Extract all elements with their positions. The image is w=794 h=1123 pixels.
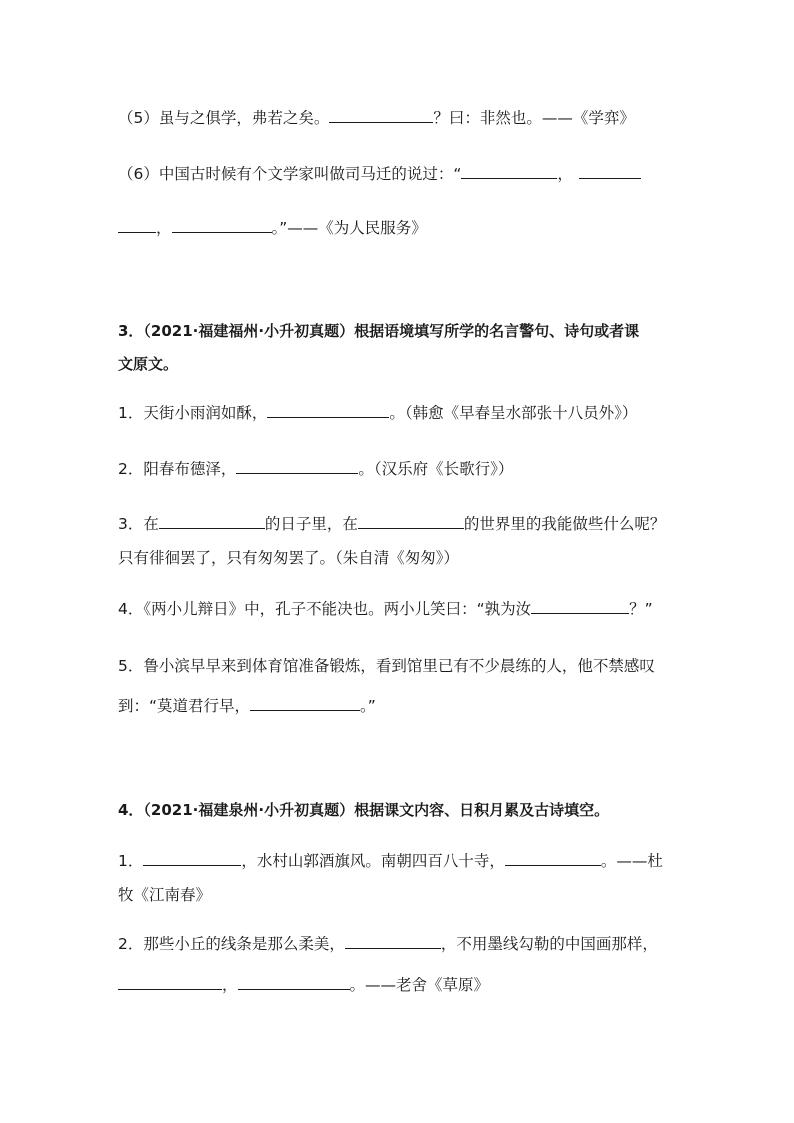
q-prev-item-6-line1 <box>118 164 641 184</box>
answer-blank[interactable] <box>118 218 156 233</box>
item-text: 。——老舍《草原》 <box>349 976 490 994</box>
q3-item-2 <box>118 459 513 479</box>
item-text: ？曰：非然也。——《学弈》 <box>433 109 635 127</box>
item-text: （6）中国古时候有个文学家叫做司马迁的说过：“ <box>118 165 462 183</box>
answer-blank[interactable] <box>505 851 601 866</box>
item-text: 2．阳春布德泽， <box>118 460 237 478</box>
q-prev-item-5 <box>118 108 635 128</box>
answer-blank[interactable] <box>236 459 358 474</box>
q-prev-item-6-line2 <box>118 218 427 238</box>
item-text: 4．《两小儿辩日》中，孔子不能决也。两小儿笑曰：“孰为汝 <box>118 600 532 618</box>
item-text: 的世界里的我能做些什么呢？ <box>463 515 666 533</box>
item-text: 。”——《为人民服务》 <box>271 219 427 237</box>
item-text: 。（汉乐府《长歌行》） <box>358 460 514 478</box>
q3-item-1 <box>118 403 637 423</box>
answer-blank[interactable] <box>345 934 441 949</box>
answer-blank[interactable] <box>267 403 389 418</box>
q3-item-3-line2: 只有徘徊罢了，只有匆匆罢了。（朱自清《匆匆》） <box>118 549 460 567</box>
item-text: ， <box>156 219 172 237</box>
q4-item-2-line2 <box>118 975 489 995</box>
q4-heading: 4．（2021·福建泉州·小升初真题）根据课文内容、日积月累及古诗填空。 <box>118 801 610 819</box>
q3-heading-line1: 3．（2021·福建福州·小升初真题）根据语境填写所学的名言警句、诗句或者课 <box>118 322 640 340</box>
answer-blank[interactable] <box>118 975 222 990</box>
q3-heading-line2: 文原文。 <box>118 355 179 373</box>
answer-blank[interactable] <box>250 696 360 711</box>
item-text: 的日子里，在 <box>264 515 358 533</box>
answer-blank[interactable] <box>238 975 350 990</box>
answer-blank[interactable] <box>172 218 272 233</box>
q4-item-1-line2: 牧《江南春》 <box>118 886 212 904</box>
item-text: ，水村山郭酒旗风。南朝四百八十寺， <box>241 852 505 870</box>
q4-item-1-line1 <box>118 851 663 871</box>
q4-item-2-line1 <box>118 934 658 954</box>
item-text: 。（韩愈《早春呈水部张十八员外》） <box>389 404 638 422</box>
answer-blank[interactable] <box>579 164 641 179</box>
q3-item-3-line1 <box>118 514 665 534</box>
q3-item-5-line1: 5．鲁小滨早早来到体育馆准备锻炼，看到馆里已有不少晨练的人，他不禁感叹 <box>118 657 655 675</box>
item-text: ， <box>222 976 238 994</box>
q3-item-4 <box>118 599 653 619</box>
item-text: ？” <box>629 600 653 618</box>
answer-blank[interactable] <box>461 164 557 179</box>
item-text: ，不用墨线勾勒的中国画那样， <box>440 935 658 953</box>
answer-blank[interactable] <box>531 599 629 614</box>
item-text: 2．那些小丘的线条是那么柔美， <box>118 935 345 953</box>
item-text: 到：“莫道君行早， <box>118 697 251 715</box>
answer-blank[interactable] <box>143 851 241 866</box>
item-text: ， <box>557 165 573 183</box>
item-text: （5）虽与之俱学，弗若之矣。 <box>118 109 330 127</box>
item-text: 1． <box>118 852 144 870</box>
item-text: 。” <box>360 697 376 715</box>
q3-item-5-line2 <box>118 696 376 716</box>
answer-blank[interactable] <box>159 514 265 529</box>
answer-blank[interactable] <box>329 108 433 123</box>
item-text: 3．在 <box>118 515 159 533</box>
answer-blank[interactable] <box>358 514 464 529</box>
item-text: 。——杜 <box>600 852 663 870</box>
item-text: 1．天街小雨润如酥， <box>118 404 268 422</box>
